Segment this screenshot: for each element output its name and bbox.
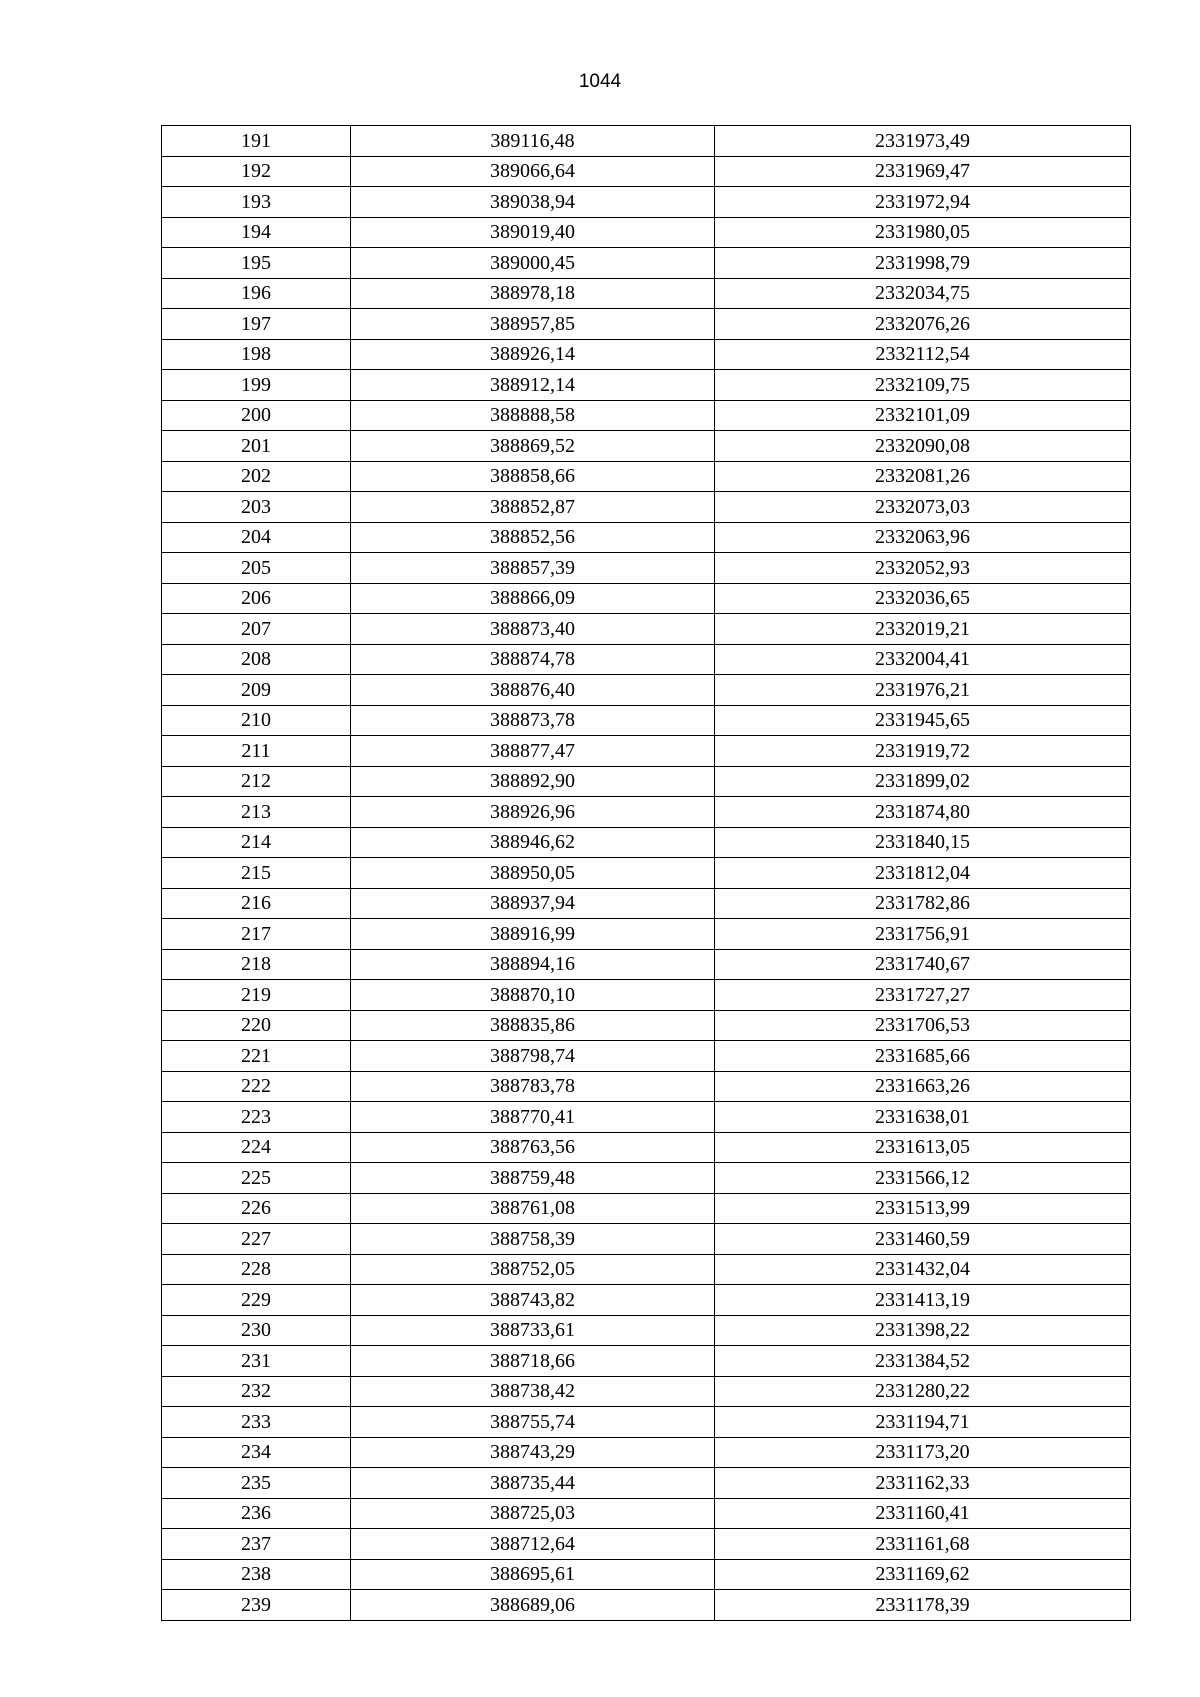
point-number-cell: 213 [162,797,351,828]
y-coordinate-cell: 2331413,19 [715,1285,1131,1316]
point-number-cell: 219 [162,980,351,1011]
table-row [162,1376,1131,1407]
y-coordinate-cell: 2331663,26 [715,1071,1131,1102]
point-number-cell: 230 [162,1315,351,1346]
point-number-cell: 235 [162,1468,351,1499]
table-row [162,126,1131,157]
x-coordinate-cell: 388718,66 [351,1346,715,1377]
x-coordinate-cell: 388870,10 [351,980,715,1011]
table-row [162,492,1131,523]
x-coordinate-cell: 388743,82 [351,1285,715,1316]
table-row [162,553,1131,584]
table-row [162,1132,1131,1163]
y-coordinate-cell: 2331998,79 [715,248,1131,279]
y-coordinate-cell: 2331169,62 [715,1559,1131,1590]
x-coordinate-cell: 388783,78 [351,1071,715,1102]
x-coordinate-cell: 388852,56 [351,522,715,553]
coordinates-table-body [162,126,1131,1621]
x-coordinate-cell: 388712,64 [351,1529,715,1560]
point-number-cell: 200 [162,400,351,431]
table-row [162,888,1131,919]
table-row [162,339,1131,370]
x-coordinate-cell: 388873,78 [351,705,715,736]
table-row [162,1102,1131,1133]
y-coordinate-cell: 2332063,96 [715,522,1131,553]
point-number-cell: 220 [162,1010,351,1041]
x-coordinate-cell: 388866,09 [351,583,715,614]
page-number: 1044 [578,71,622,92]
point-number-cell: 223 [162,1102,351,1133]
point-number-cell: 191 [162,126,351,157]
table-row [162,187,1131,218]
point-number-cell: 212 [162,766,351,797]
y-coordinate-cell: 2332036,65 [715,583,1131,614]
y-coordinate-cell: 2332019,21 [715,614,1131,645]
y-coordinate-cell: 2331706,53 [715,1010,1131,1041]
x-coordinate-cell: 388912,14 [351,370,715,401]
x-coordinate-cell: 388957,85 [351,309,715,340]
point-number-cell: 202 [162,461,351,492]
point-number-cell: 222 [162,1071,351,1102]
x-coordinate-cell: 388874,78 [351,644,715,675]
y-coordinate-cell: 2331460,59 [715,1224,1131,1255]
table-row [162,248,1131,279]
table-row [162,370,1131,401]
point-number-cell: 232 [162,1376,351,1407]
x-coordinate-cell: 388894,16 [351,949,715,980]
point-number-cell: 238 [162,1559,351,1590]
y-coordinate-cell: 2332073,03 [715,492,1131,523]
y-coordinate-cell: 2331161,68 [715,1529,1131,1560]
table-row [162,1163,1131,1194]
point-number-cell: 197 [162,309,351,340]
point-number-cell: 203 [162,492,351,523]
x-coordinate-cell: 388852,87 [351,492,715,523]
table-row [162,1346,1131,1377]
point-number-cell: 231 [162,1346,351,1377]
table-row [162,1193,1131,1224]
x-coordinate-cell: 388758,39 [351,1224,715,1255]
table-row [162,1437,1131,1468]
table-row [162,1254,1131,1285]
point-number-cell: 217 [162,919,351,950]
table-row [162,309,1131,340]
point-number-cell: 207 [162,614,351,645]
point-number-cell: 204 [162,522,351,553]
x-coordinate-cell: 388738,42 [351,1376,715,1407]
table-row [162,919,1131,950]
table-row [162,1590,1131,1621]
table-row [162,1468,1131,1499]
table-row [162,736,1131,767]
y-coordinate-cell: 2331384,52 [715,1346,1131,1377]
y-coordinate-cell: 2331194,71 [715,1407,1131,1438]
table-row [162,1559,1131,1590]
table-row [162,858,1131,889]
x-coordinate-cell: 389038,94 [351,187,715,218]
point-number-cell: 225 [162,1163,351,1194]
x-coordinate-cell: 388926,14 [351,339,715,370]
x-coordinate-cell: 388755,74 [351,1407,715,1438]
x-coordinate-cell: 388926,96 [351,797,715,828]
table-row [162,1285,1131,1316]
point-number-cell: 221 [162,1041,351,1072]
table-row [162,278,1131,309]
point-number-cell: 233 [162,1407,351,1438]
point-number-cell: 239 [162,1590,351,1621]
y-coordinate-cell: 2331945,65 [715,705,1131,736]
point-number-cell: 215 [162,858,351,889]
y-coordinate-cell: 2331756,91 [715,919,1131,950]
table-row [162,675,1131,706]
y-coordinate-cell: 2331398,22 [715,1315,1131,1346]
x-coordinate-cell: 389066,64 [351,156,715,187]
table-row [162,1010,1131,1041]
point-number-cell: 237 [162,1529,351,1560]
point-number-cell: 194 [162,217,351,248]
table-row [162,766,1131,797]
y-coordinate-cell: 2331976,21 [715,675,1131,706]
y-coordinate-cell: 2332109,75 [715,370,1131,401]
x-coordinate-cell: 388950,05 [351,858,715,889]
y-coordinate-cell: 2332081,26 [715,461,1131,492]
y-coordinate-cell: 2332034,75 [715,278,1131,309]
y-coordinate-cell: 2331874,80 [715,797,1131,828]
y-coordinate-cell: 2331566,12 [715,1163,1131,1194]
table-row [162,522,1131,553]
x-coordinate-cell: 388743,29 [351,1437,715,1468]
point-number-cell: 205 [162,553,351,584]
x-coordinate-cell: 388689,06 [351,1590,715,1621]
y-coordinate-cell: 2331972,94 [715,187,1131,218]
x-coordinate-cell: 388937,94 [351,888,715,919]
y-coordinate-cell: 2331812,04 [715,858,1131,889]
x-coordinate-cell: 388978,18 [351,278,715,309]
x-coordinate-cell: 388916,99 [351,919,715,950]
point-number-cell: 234 [162,1437,351,1468]
point-number-cell: 195 [162,248,351,279]
point-number-cell: 211 [162,736,351,767]
y-coordinate-cell: 2331178,39 [715,1590,1131,1621]
x-coordinate-cell: 388735,44 [351,1468,715,1499]
y-coordinate-cell: 2331638,01 [715,1102,1131,1133]
table-row [162,827,1131,858]
x-coordinate-cell: 388725,03 [351,1498,715,1529]
table-row [162,705,1131,736]
point-number-cell: 226 [162,1193,351,1224]
point-number-cell: 227 [162,1224,351,1255]
point-number-cell: 228 [162,1254,351,1285]
y-coordinate-cell: 2331432,04 [715,1254,1131,1285]
y-coordinate-cell: 2331980,05 [715,217,1131,248]
point-number-cell: 214 [162,827,351,858]
table-row [162,614,1131,645]
y-coordinate-cell: 2332052,93 [715,553,1131,584]
point-number-cell: 208 [162,644,351,675]
y-coordinate-cell: 2331162,33 [715,1468,1131,1499]
point-number-cell: 192 [162,156,351,187]
table-row [162,949,1131,980]
table-row [162,1407,1131,1438]
x-coordinate-cell: 388892,90 [351,766,715,797]
table-row [162,400,1131,431]
point-number-cell: 199 [162,370,351,401]
table-row [162,1041,1131,1072]
x-coordinate-cell: 388946,62 [351,827,715,858]
x-coordinate-cell: 388873,40 [351,614,715,645]
point-number-cell: 206 [162,583,351,614]
table-row [162,156,1131,187]
point-number-cell: 196 [162,278,351,309]
y-coordinate-cell: 2331727,27 [715,980,1131,1011]
table-row [162,644,1131,675]
x-coordinate-cell: 389000,45 [351,248,715,279]
table-row [162,1224,1131,1255]
table-row [162,461,1131,492]
table-row [162,583,1131,614]
point-number-cell: 236 [162,1498,351,1529]
y-coordinate-cell: 2331280,22 [715,1376,1131,1407]
x-coordinate-cell: 388761,08 [351,1193,715,1224]
point-number-cell: 209 [162,675,351,706]
x-coordinate-cell: 388733,61 [351,1315,715,1346]
x-coordinate-cell: 388752,05 [351,1254,715,1285]
x-coordinate-cell: 388835,86 [351,1010,715,1041]
y-coordinate-cell: 2331613,05 [715,1132,1131,1163]
x-coordinate-cell: 388759,48 [351,1163,715,1194]
table-row [162,431,1131,462]
x-coordinate-cell: 388798,74 [351,1041,715,1072]
x-coordinate-cell: 388869,52 [351,431,715,462]
y-coordinate-cell: 2331513,99 [715,1193,1131,1224]
y-coordinate-cell: 2331969,47 [715,156,1131,187]
table-row [162,1071,1131,1102]
table-row [162,797,1131,828]
x-coordinate-cell: 389116,48 [351,126,715,157]
table-row [162,217,1131,248]
y-coordinate-cell: 2331173,20 [715,1437,1131,1468]
table-row [162,1498,1131,1529]
y-coordinate-cell: 2331160,41 [715,1498,1131,1529]
x-coordinate-cell: 389019,40 [351,217,715,248]
y-coordinate-cell: 2331919,72 [715,736,1131,767]
point-number-cell: 224 [162,1132,351,1163]
y-coordinate-cell: 2331782,86 [715,888,1131,919]
x-coordinate-cell: 388877,47 [351,736,715,767]
x-coordinate-cell: 388695,61 [351,1559,715,1590]
x-coordinate-cell: 388857,39 [351,553,715,584]
point-number-cell: 216 [162,888,351,919]
table-row [162,1529,1131,1560]
coordinates-table [161,125,1131,1621]
point-number-cell: 198 [162,339,351,370]
table-row [162,980,1131,1011]
x-coordinate-cell: 388770,41 [351,1102,715,1133]
x-coordinate-cell: 388876,40 [351,675,715,706]
y-coordinate-cell: 2332090,08 [715,431,1131,462]
y-coordinate-cell: 2331740,67 [715,949,1131,980]
y-coordinate-cell: 2331973,49 [715,126,1131,157]
y-coordinate-cell: 2332004,41 [715,644,1131,675]
y-coordinate-cell: 2331899,02 [715,766,1131,797]
point-number-cell: 210 [162,705,351,736]
point-number-cell: 218 [162,949,351,980]
y-coordinate-cell: 2332076,26 [715,309,1131,340]
x-coordinate-cell: 388763,56 [351,1132,715,1163]
y-coordinate-cell: 2331840,15 [715,827,1131,858]
point-number-cell: 201 [162,431,351,462]
y-coordinate-cell: 2331685,66 [715,1041,1131,1072]
table-row [162,1315,1131,1346]
point-number-cell: 229 [162,1285,351,1316]
point-number-cell: 193 [162,187,351,218]
y-coordinate-cell: 2332101,09 [715,400,1131,431]
y-coordinate-cell: 2332112,54 [715,339,1131,370]
x-coordinate-cell: 388858,66 [351,461,715,492]
x-coordinate-cell: 388888,58 [351,400,715,431]
